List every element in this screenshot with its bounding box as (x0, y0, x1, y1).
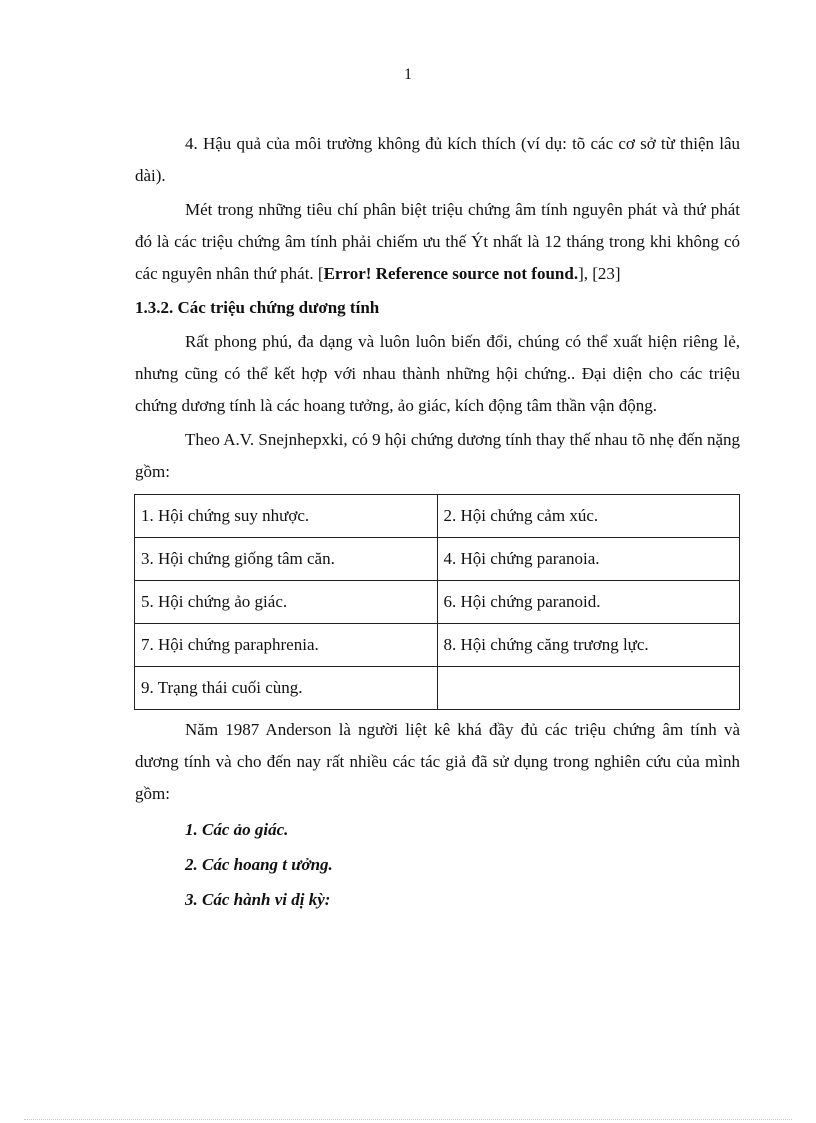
table-cell (437, 667, 740, 710)
paragraph-snejnhepxki: Theo A.V. Snejnhepxki, có 9 hội chứng dương tính thay thế nhau tõ nhẹ đến nặng gồm: (135, 430, 740, 481)
section-heading: 1.3.2. Các triệu chứng dương tính (135, 298, 380, 317)
list-item: 1. Các ảo giác. (185, 820, 289, 839)
paragraph-criteria (135, 194, 740, 290)
table-row (135, 495, 740, 538)
paragraph-consequences: 4. Hậu quả của môi trường không đủ kích thích (ví dụ: tõ các cơ sở từ thiện lâu dài). (135, 134, 740, 185)
list-item: 3. Các hành vi dị kỳ: (185, 890, 331, 909)
table-cell: 6. Hội chứng paranoid. (437, 581, 740, 624)
table-cell: 5. Hội chứng ảo giác. (135, 581, 438, 624)
table-row (135, 624, 740, 667)
table-cell: 9. Trạng thái cuối cùng. (135, 667, 438, 710)
reference-error: Error! Reference source not found. (323, 264, 579, 283)
table-cell: 4. Hội chứng paranoia. (437, 538, 740, 581)
criteria-citation: ], [23] (578, 264, 621, 283)
table-cell: 1. Hội chứng suy nhược. (135, 495, 438, 538)
table-cell: 2. Hội chứng cảm xúc. (437, 495, 740, 538)
paragraph-positive-symptoms: Rất phong phú, đa dạng và luôn luôn biến đổi, chúng có thể xuất hiện riêng lẻ, nhưng cũng có thể kết hợp với nhau thành những hội chứng.. Đại diện cho các triệu chứng dương tính là các hoang tưởng, ảo giác, kích động tâm thần vận động. (135, 332, 740, 415)
list-item: 2. Các hoang t ưởng. (185, 855, 333, 874)
table-cell: 8. Hội chứng căng trương lực. (437, 624, 740, 667)
page-footer-divider (24, 1119, 792, 1120)
syndrome-table (134, 494, 740, 710)
criteria-text: Mét trong những tiêu chí phân biệt triệu chứng âm tính nguyên phát và thứ phát đó là các triệu chứng âm tính phải chiếm ưu thế Ýt nhất là 12 tháng trong khi không có các nguyên nhân thứ phát. [ (135, 200, 740, 283)
table-cell: 7. Hội chứng paraphrenia. (135, 624, 438, 667)
table-row (135, 581, 740, 624)
document-body (135, 128, 740, 917)
table-cell: 3. Hội chứng giống tâm căn. (135, 538, 438, 581)
page-number: 1 (404, 66, 412, 83)
paragraph-anderson: Năm 1987 Anderson là người liệt kê khá đầy đủ các triệu chứng âm tính và dương tính và cho đến nay rất nhiều các tác giả đã sử dụng trong nghiên cứu của mình gồm: (135, 720, 740, 803)
table-row (135, 538, 740, 581)
table-row (135, 667, 740, 710)
